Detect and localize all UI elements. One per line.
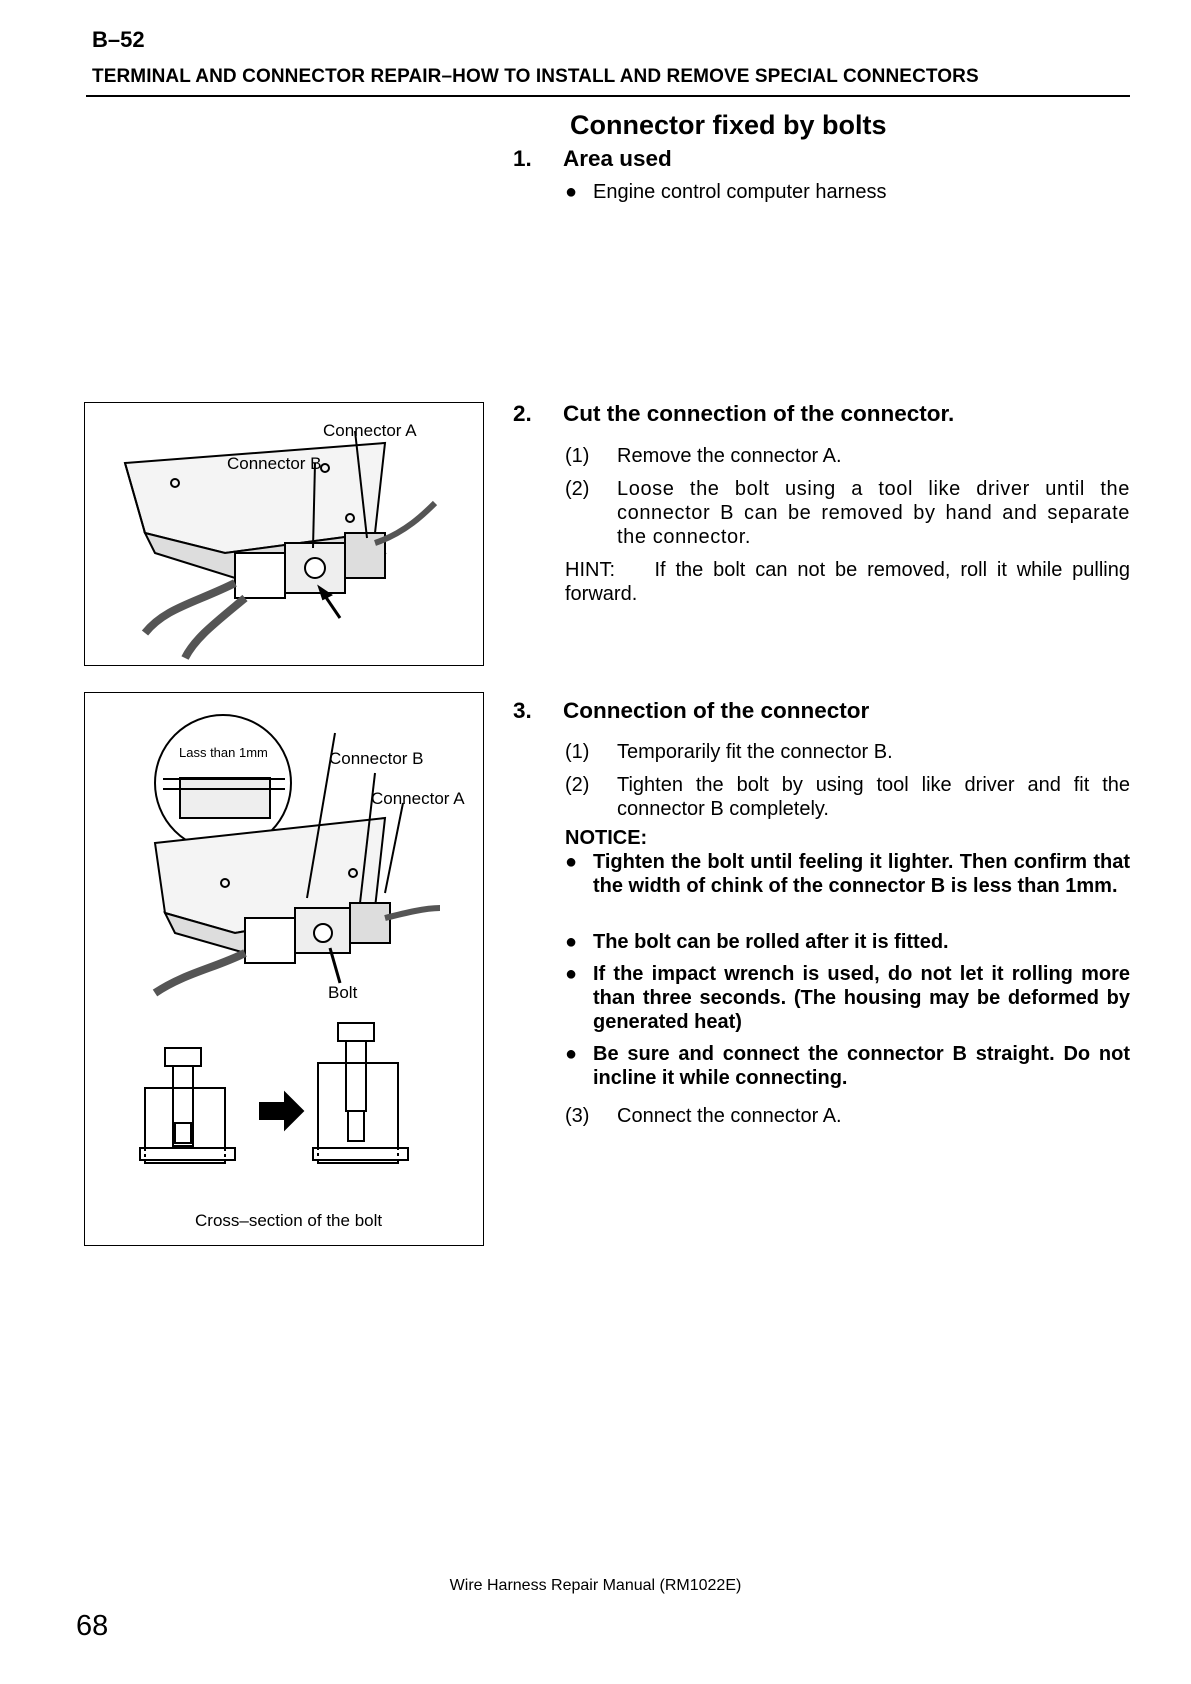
step-number: (3) bbox=[565, 1105, 590, 1127]
step-number: (2) bbox=[565, 478, 590, 500]
step-text: Connect the connector A. bbox=[617, 1105, 842, 1127]
step-number: (1) bbox=[565, 445, 590, 467]
bullet-dot: ● bbox=[565, 963, 578, 985]
notice-text: Be sure and connect the connector B straight. Do not incline it while connecting. bbox=[593, 1043, 1130, 1089]
label-bolt: Bolt bbox=[328, 983, 358, 1002]
figure-connector-removal bbox=[84, 402, 484, 666]
page-number: 68 bbox=[76, 1610, 109, 1642]
section1-title: Area used bbox=[563, 146, 672, 171]
ecu-illustration bbox=[85, 403, 485, 667]
bullet-text: Engine control computer harness bbox=[593, 181, 887, 203]
step-text: Loose the bolt using a tool like driver until the connector B can be removed by hand and separate the connector. bbox=[617, 478, 1130, 548]
section3-number: 3. bbox=[513, 698, 532, 723]
footer-manual: Wire Harness Repair Manual (RM1022E) bbox=[449, 1577, 742, 1594]
step-number: (1) bbox=[565, 741, 590, 763]
bullet-dot: ● bbox=[565, 851, 578, 873]
label-gap: Lass than 1mm bbox=[179, 745, 268, 760]
notice-text: If the impact wrench is used, do not let it rolling more than three seconds. (The housing may be deformed by generated heat) bbox=[593, 963, 1130, 1033]
hint-text: If the bolt can not be removed, roll it while pulling forward. bbox=[565, 559, 1130, 605]
notice-label: NOTICE: bbox=[565, 827, 648, 849]
section2-title: Cut the connection of the connector. bbox=[563, 401, 955, 426]
label-connector-b: Connector B bbox=[329, 749, 424, 768]
step-text: Tighten the bolt by using tool like driver and fit the connector B completely. bbox=[617, 774, 1130, 820]
step-text: Remove the connector A. bbox=[617, 445, 842, 467]
section3-title: Connection of the connector bbox=[563, 698, 870, 723]
header-rule bbox=[86, 95, 1130, 97]
bullet-dot: ● bbox=[565, 931, 578, 953]
figure-caption: Cross–section of the bolt bbox=[195, 1211, 383, 1230]
step-text: Temporarily fit the connector B. bbox=[617, 741, 893, 763]
hint-label: HINT: bbox=[565, 559, 615, 581]
notice-text: The bolt can be rolled after it is fitted. bbox=[593, 931, 949, 953]
label-connector-a: Connector A bbox=[371, 789, 465, 808]
figure-connector-installation bbox=[84, 692, 484, 1246]
page-code: B–52 bbox=[92, 27, 145, 52]
step-number: (2) bbox=[565, 774, 590, 796]
section2-number: 2. bbox=[513, 401, 532, 426]
section2-hint bbox=[565, 558, 1130, 606]
notice-text: Tighten the bolt until feeling it lighter. Then confirm that the width of chink of the connector B is less than 1mm. bbox=[593, 851, 1130, 897]
bullet-dot: ● bbox=[565, 1043, 578, 1065]
label-connector-a: Connector A bbox=[323, 421, 417, 440]
section2-step-2 bbox=[565, 477, 1130, 549]
bullet-dot: ● bbox=[565, 181, 578, 203]
label-connector-b: Connector B bbox=[227, 454, 322, 473]
main-title: Connector fixed by bolts bbox=[570, 110, 887, 140]
section1-number: 1. bbox=[513, 146, 532, 171]
install-illustration bbox=[85, 693, 485, 1247]
running-title: TERMINAL AND CONNECTOR REPAIR–HOW TO INSTALL AND REMOVE SPECIAL CONNECTORS bbox=[92, 66, 979, 87]
